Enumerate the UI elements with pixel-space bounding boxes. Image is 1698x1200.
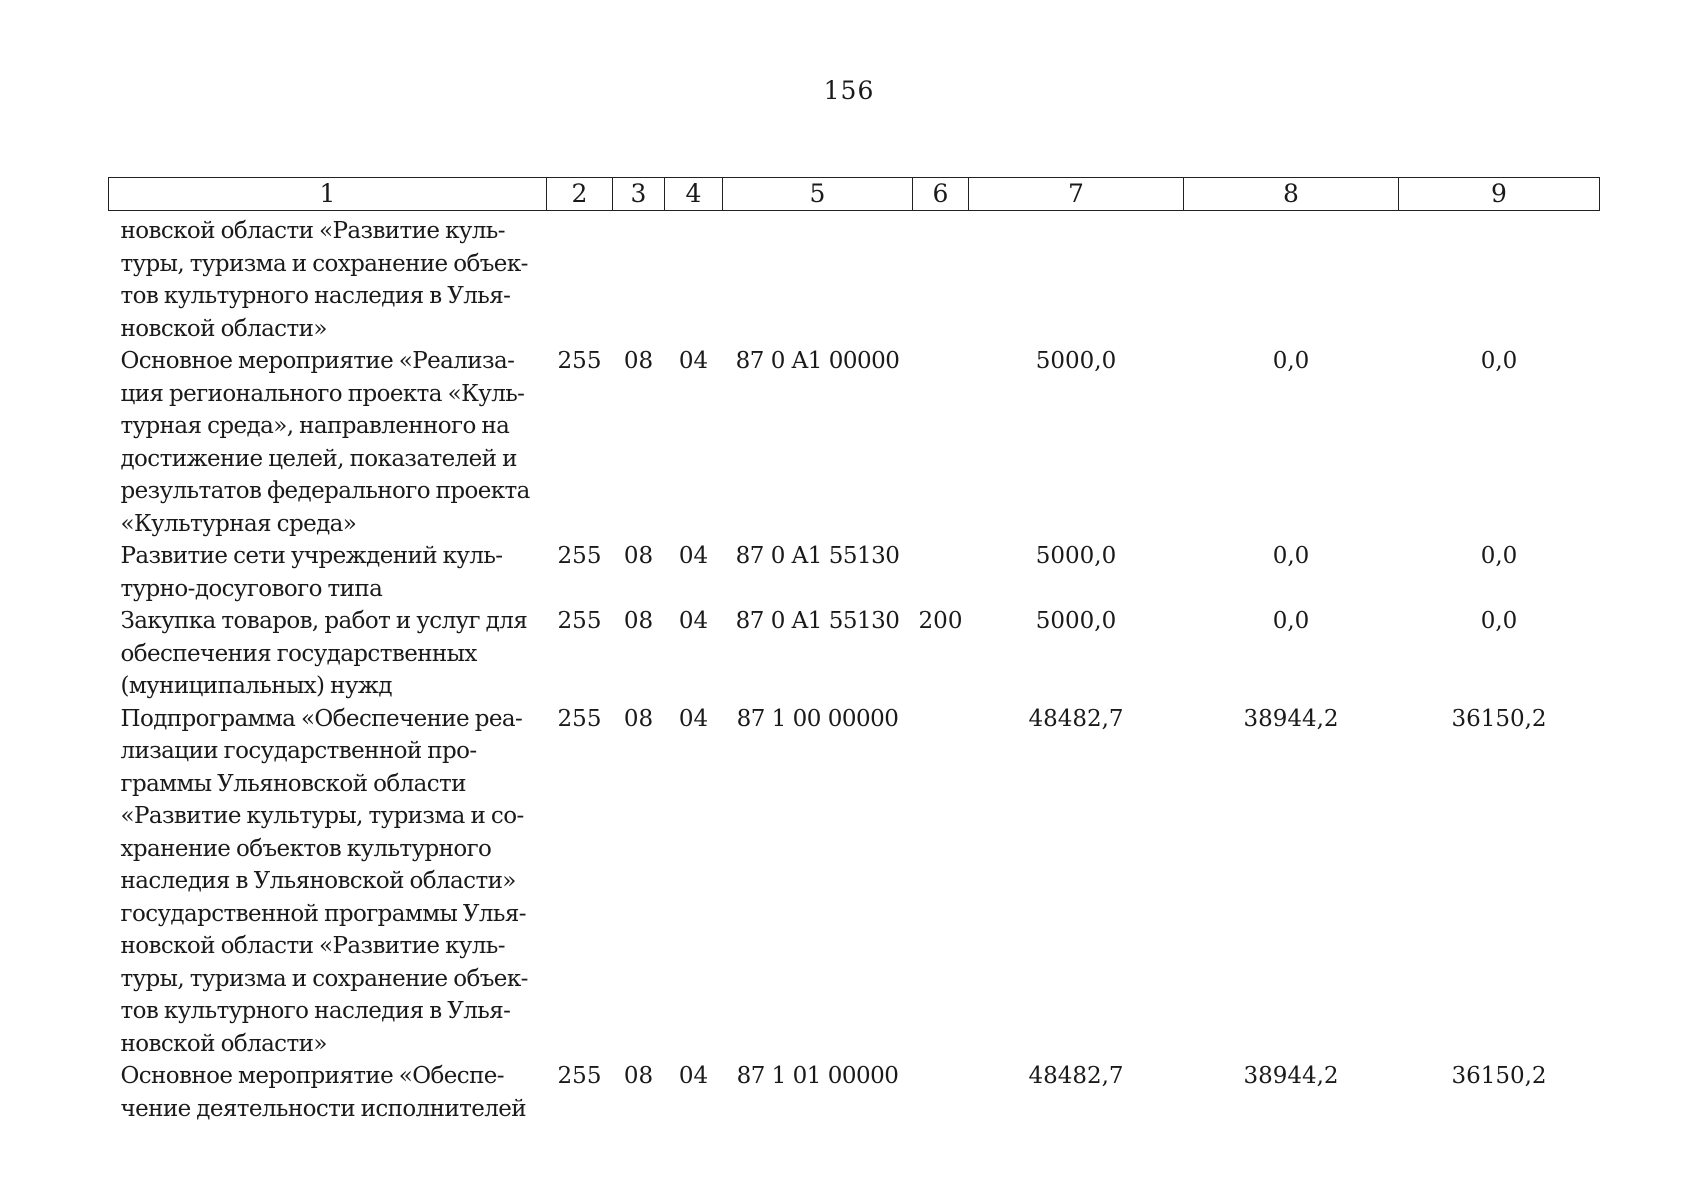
row-code-expense-type [913, 345, 969, 540]
row-code-ministry: 255 [557, 1063, 602, 1089]
row-name: Основное мероприятие «Реализа- ция регионального проекта «Куль- турная среда», направленного на достижение целей, показателей и результатов федерального проекта «Культурная среда» [120, 348, 530, 537]
row-code-subsection: 04 [678, 1063, 709, 1089]
row-code-target [723, 211, 913, 346]
row-code-ministry [547, 211, 613, 346]
table-body [109, 211, 1600, 1126]
header-cell-7: 7 [969, 178, 1184, 211]
row-code-target: 87 1 00 00000 [736, 705, 899, 732]
row-name: Подпрограмма «Обеспечение реа- лизации государственной про- граммы Ульяновской области «Развитие культуры, туризма и со- хранение объектов культурного наследия в Ульяновской области» государственной программы Улья- новской области «Развитие куль- туры, туризма и сохранение объек- тов культурного наследия в Улья- новской области» [120, 705, 528, 1057]
row-code-expense-type [913, 211, 969, 346]
row-code-ministry: 255 [557, 705, 602, 732]
row-amount-8: 38944,2 [1243, 1063, 1339, 1089]
header-cell-1: 1 [109, 178, 547, 211]
table-header [109, 178, 1600, 211]
row-amount-8: 38944,2 [1243, 705, 1339, 732]
row-amount-7: 48482,7 [1028, 705, 1124, 732]
row-code-ministry: 255 [557, 543, 602, 569]
row-amount-8: 0,0 [1272, 543, 1310, 569]
row-code-expense-type [913, 540, 969, 605]
row-amount-9 [1399, 211, 1600, 346]
row-amount-9: 0,0 [1480, 543, 1518, 569]
row-code-section: 08 [623, 348, 654, 374]
row-code-section: 08 [623, 705, 654, 732]
row-code-section [613, 211, 665, 346]
row-amount-7 [969, 211, 1184, 346]
row-code-target: 87 0 A1 55130 [735, 543, 900, 569]
table-row [109, 1060, 1600, 1125]
table-row [109, 211, 1600, 346]
row-name: Закупка товаров, работ и услуг для обеспечения государственных (муниципальных) нужд [120, 608, 528, 699]
row-code-subsection: 04 [678, 348, 709, 374]
header-row [109, 178, 1600, 211]
row-code-target: 87 0 A1 55130 [735, 608, 900, 634]
row-name: Развитие сети учреждений куль- турно-досугового типа [120, 543, 503, 602]
row-amount-9: 36150,2 [1451, 1063, 1547, 1089]
row-name: Основное мероприятие «Обеспе- чение деятельности исполнителей [120, 1063, 527, 1122]
header-cell-6: 6 [913, 178, 969, 211]
row-amount-9: 36150,2 [1451, 705, 1547, 732]
row-amount-7: 5000,0 [1035, 608, 1117, 634]
row-amount-9: 0,0 [1480, 608, 1518, 634]
row-code-subsection: 04 [678, 543, 709, 569]
row-amount-9: 0,0 [1480, 348, 1518, 374]
row-code-ministry: 255 [557, 608, 602, 634]
table-row [109, 703, 1600, 1061]
row-code-expense-type [913, 1060, 969, 1125]
row-code-target: 87 0 A1 00000 [735, 348, 900, 374]
page-number: 156 [823, 76, 875, 105]
header-cell-5: 5 [723, 178, 913, 211]
row-code-expense-type: 200 [918, 608, 963, 634]
row-code-subsection [665, 211, 723, 346]
row-amount-8 [1184, 211, 1399, 346]
row-amount-7: 5000,0 [1035, 348, 1117, 374]
row-code-target: 87 1 01 00000 [736, 1063, 899, 1089]
header-cell-9: 9 [1399, 178, 1600, 211]
table-row [109, 345, 1600, 540]
header-cell-4: 4 [665, 178, 723, 211]
header-cell-3: 3 [613, 178, 665, 211]
row-amount-8: 0,0 [1272, 348, 1310, 374]
row-amount-8: 0,0 [1272, 608, 1310, 634]
row-code-ministry: 255 [557, 348, 602, 374]
row-amount-7: 48482,7 [1028, 1063, 1124, 1089]
row-code-section: 08 [623, 1063, 654, 1089]
row-code-expense-type [913, 703, 969, 1061]
row-code-section: 08 [623, 608, 654, 634]
table-row [109, 605, 1600, 703]
row-code-subsection: 04 [678, 705, 709, 732]
table-row [109, 540, 1600, 605]
header-cell-2: 2 [547, 178, 613, 211]
row-code-subsection: 04 [678, 608, 709, 634]
budget-table [108, 177, 1600, 1125]
row-amount-7: 5000,0 [1035, 543, 1117, 569]
row-name: новской области «Развитие куль- туры, туризма и сохранение объек- тов культурного наследия в Улья- новской области» [120, 218, 528, 342]
header-cell-8: 8 [1184, 178, 1399, 211]
row-code-section: 08 [623, 543, 654, 569]
